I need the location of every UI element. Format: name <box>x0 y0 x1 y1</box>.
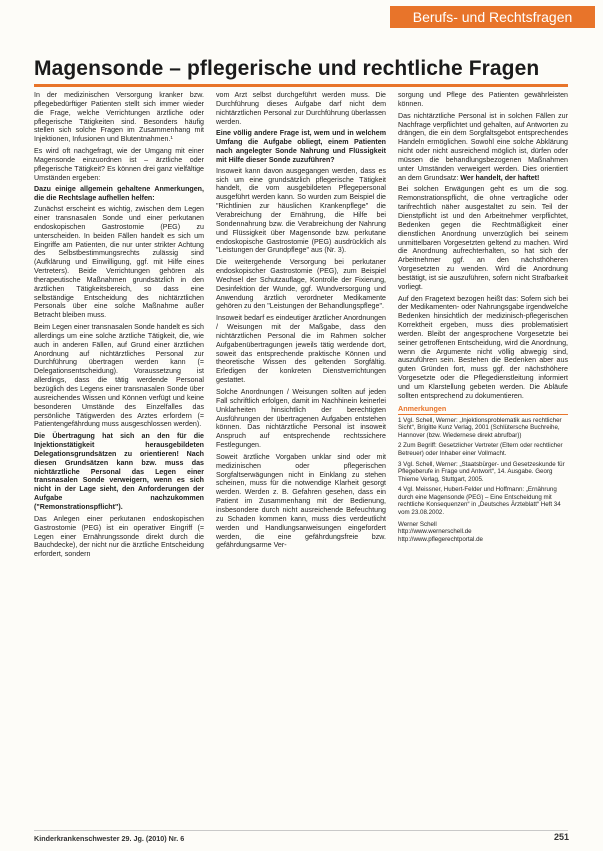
footer-rule <box>34 830 568 831</box>
title-rule <box>34 84 568 87</box>
footer-source: Kinderkrankenschwester 29. Jg. (2010) Nr. 6 <box>34 834 185 843</box>
paragraph: Die weitergehende Versorgung bei perkutaner endoskopischer Gastrostomie (PEG), zum Beispiel Wechsel der Schutzauflage, Kontrolle der Fixierung, Desinfektion der Wunde, ggf. Wundversorgung und Anwendung ärztlich verordneter Medikamente gehören zu den "Leistungen der Behandlungspflege". <box>216 258 386 311</box>
highlight-paragraph: Die Übertragung hat sich an den für die Injektionstätigkeit herausgebildeten Delegationsgrundsätzen zu orientieren! Nach diesen Grundsätzen kann bzw. muss das nichtärztliche Personal das Legen einer transnasalen Sonde verweigern, wenn es sich nicht in der Lage sieht, den Anforderungen der Aufgabe nachzukommen ("Remonstrationspflicht"). <box>34 432 204 511</box>
paragraph: Zunächst erscheint es wichtig, zwischen dem Legen einer transnasalen Sonde und einer perkutanen endoskopischen Gastrostomie (PEG) zu unterscheiden. In beiden Fällen handelt es sich um Eingriffe am Patienten, die nur unter strikter Achtung des Selbstbestimmungsrechts zulässig sind (Aufklärung und Einwilligung, ggf. mit Hilfe eines Vertreters). Beide Verrichtungen gehören als therapeutische Maßnahmen grundsätzlich in den ärztlichen Tätigkeitsbereich, so dass eine selbständige Entscheidung des nichtärztlichen Personals über eine solche Maßnahme außer Betracht bleiben muss. <box>34 205 204 320</box>
subheading: Eine völlig andere Frage ist, wem und in welchem Umfang die Aufgabe obliegt, einem Patienten nach angelegter Sonde Nahrung und Flüssigkeit mit Hilfe dieser Sonde zuzuführen? <box>216 129 386 164</box>
paragraph-text: Das nichtärztliche Personal ist in solchen Fällen zur Nachfrage verpflichtet und gehalten, auf Antworten zu drängen, die ein dem Sorgfaltsgebot entsprechendes Handeln ermöglichen. Sowohl eine solche Abklärung nicht oder nicht ausreichend möglich ist, dürfen oder müssen die behandlungsbezogenen Maßnahmen unter Umständen verweigert werden. Dies orientiert an dem Grundsatz: <box>398 111 568 182</box>
paragraph: Es wird oft nachgefragt, wie der Umgang mit einer Magensonde einzuordnen ist – ärztliche oder pflegerische Tätigkeit? Es können drei ganz vielfältige Umständen ergeben: <box>34 147 204 182</box>
author-name: Werner Schell <box>398 520 437 528</box>
author-link[interactable]: http://www.pflegerechtportal.de <box>398 536 483 544</box>
footnote: 2 Zum Begriff: Gesetzlicher Vertreter (Eltern oder rechtlicher Betreuer) oder Inhaber einer Vollmacht. <box>398 442 563 457</box>
maxim: Wer handelt, der haftet! <box>460 173 540 182</box>
paragraph: In der medizinischen Versorgung kranker bzw. pflegebedürftiger Patienten stellt sich immer wieder die Frage, welche Verrichtungen ärztliche oder pflegerische Tätigkeiten sind. Besonders häufig stellen sich solche Fragen im Zusammenhang mit Injektionen, Infusionen und Blutentnahmen.¹ <box>34 91 204 144</box>
column-3 <box>398 91 568 544</box>
footnote: 1 Vgl. Schell, Werner: „Injektionsproblematik aus rechtlicher Sicht“, Brigitte Kunz Verlag, 2001 (Schlütersche Buchreihe, Hannover (bzw. Wiedernese direkt abrufbar)) <box>398 416 562 439</box>
subheading: Dazu einige allgemein gehaltene Anmerkungen, die die Rechtslage aufhellen helfen: <box>34 185 204 203</box>
paragraph: Auf den Fragetext bezogen heißt das: Sofern sich bei der Medikamenten- oder Nahrungsgabe irgendwelche Bedenken hinsichtlich der medizinisch-pflegerischen Korrektheit ergeben, muss dies problematisiert werden. Bleibt der angesprochene Vorgesetzte bei seiner getroffenen Entscheidung, wird die Anordnung, wenn die Argumente nicht völlig abwegig sind, auszuführen sein. Bestehen die Bedenken aber aus guten Gründen fort, muss ggf. der nächsthöhere Vorgesetzte oder die Pflegedienstleitung informiert und um Klarstellung gebeten werden. Die Abläufe sollten entsprechend zu dokumentieren. <box>398 294 568 400</box>
notes-heading: Anmerkungen <box>398 405 568 415</box>
footnote: 4 Vgl. Meissner, Hubert-Felder und Hoffmann: „Ernährung durch eine Magensonde (PEG) – Eine Entscheidung mit rechtliche Konsequenzen“ in „Deutsches Ärzteblatt“ Heft 34 vom 23.08.2002. <box>398 486 561 517</box>
paragraph: Bei solchen Erwägungen geht es um die sog. Remonstrationspflicht, die ohne vertragliche oder tarifrechtlich näher ausgestaltet zu sein. Teil der Dienstpflicht ist und den Arbeitnehmer verpflichtet, Bedenken gegen die Rechtmäßigkeit einer dienstlichen Anordnung unverzüglich bei seinem unmittelbaren Vorgesetzten geltend zu machen. Wird die Anordnung aufrechterhalten, so hat sich der Arbeitnehmer ggf. an den nächsthöheren Vorgesetzten zu wenden. Wird die Anordnung bestätigt, ist sie auszuführen, sofern nicht Strafbarkeit vorliegt. <box>398 185 568 291</box>
paragraph: sorgung und Pflege des Patienten gewährleisten können. <box>398 91 568 108</box>
page-number: 251 <box>553 832 569 842</box>
author-block <box>398 521 568 544</box>
paragraph: Insoweit kann davon ausgegangen werden, dass es sich um eine grundsätzlich pflegerische Tätigkeit handelt, die vom ausgebildeten Pflegepersonal ausgeführt werden kann. So wurden zum Beispiel die "Richtlinien zur häuslichen Krankenpflege" die Verabreichung der Ernährung, die Hilfe bei Sondennahrung bzw. die Verabreichung der Nahrung und Flüssigkeit über Magensonde bzw. perkutane endoskopische Gastrostomie (PEG) ausdrücklich als "Leistungen der Grundpflege" aus (Nr. 3). <box>216 166 386 255</box>
paragraph: vom Arzt selbst durchgeführt werden muss. Die Durchführung dieses Aufgabe darf nicht dem nichtärztlichen Personal zur Durchführung überlassen werden. <box>216 91 386 126</box>
footnote: 3 Vgl. Schell, Werner: „Staatsbürger- und Gesetzeskunde für Pflegeberufe in Frage und Antwort“, 14. Ausgabe. Georg Thieme Verlag, Stuttgart, 2005. <box>398 460 565 483</box>
paragraph: Soweit ärztliche Vorgaben unklar sind oder mit medizinischen oder pflegerischen Sorgfaltserwägungen nicht in Einklang zu stehen scheinen, muss für die notwendige Klarheit gesorgt werden. Werden z. B. Gefahren gesehen, dass ein Patient im Zusammenhang mit der Bedienung, insbesondere durch nicht ausreichende Befeuchtung zu Schaden kommen kann, muss dies verdeutlicht werden und Handlungsanweisungen eingefordert werden, die eine gefährdungsfreie bzw. gefährdungsarme Ver- <box>216 452 386 550</box>
article-title: Magensonde – pflegerische und rechtliche Fragen <box>34 57 540 80</box>
paragraph: Beim Legen einer transnasalen Sonde handelt es sich allerdings um eine solche ärztliche Tätigkeit, die, wie auch in anderen Fällen, auf Grund einer ärztlichen Anordnung auf nichtärztliches Personal zur Durchführung übertragen werden kann (= Delegationsentscheidung). Voraussetzung ist allerdings, dass die tätig werdende Personal bezüglich des Legens einer transnasalen Sonde über ausreichendes Wissen und Können verfügt und keine besonderen Umstände des Einzelfalles das persönliche Tätigwerden des Arztes erfordern (= Patientengefährdung muss ausgeschlossen werden). <box>34 323 204 429</box>
paragraph: Insoweit bedarf es eindeutiger ärztlicher Anordnungen / Weisungen mit der Maßgabe, dass den nichtärztlichen Personal die im Rahmen solcher Aufgabenübertragungen jeweils tätig werdende dort, soweit das entsprechende praktische Können und theoretische Wissen des geltenden Sorgfältig. Erledigen der konkreten Dienstverrichtungen gestattet. <box>216 314 386 385</box>
paragraph <box>398 112 568 183</box>
paragraph: Solche Anordnungen / Weisungen sollten auf jeden Fall schriftlich erfolgen, damit im Nachhinein keinerlei Unklarheiten hinsichtlich der berechtigten Ausführungen der übertragenen Aufgaben entstehen können. Das nichtärztliche Personal ist insoweit Anspruch auf entsprechende rechtssichere Festlegungen. <box>216 388 386 450</box>
author-link[interactable]: http://www.wernerschell.de <box>398 528 472 536</box>
section-rubric: Berufs- und Rechtsfragen <box>390 6 595 28</box>
top-band <box>0 0 603 30</box>
column-1 <box>34 91 204 562</box>
column-2 <box>216 91 386 553</box>
paragraph: Das Anlegen einer perkutanen endoskopischen Gastrostomie (PEG) ist ein operativer Eingriff (= Legen einer Ernährungssonde direkt durch die Bauchdecke), der nicht nur die ärztliche Entscheidung erfordert, sondern <box>34 514 204 559</box>
